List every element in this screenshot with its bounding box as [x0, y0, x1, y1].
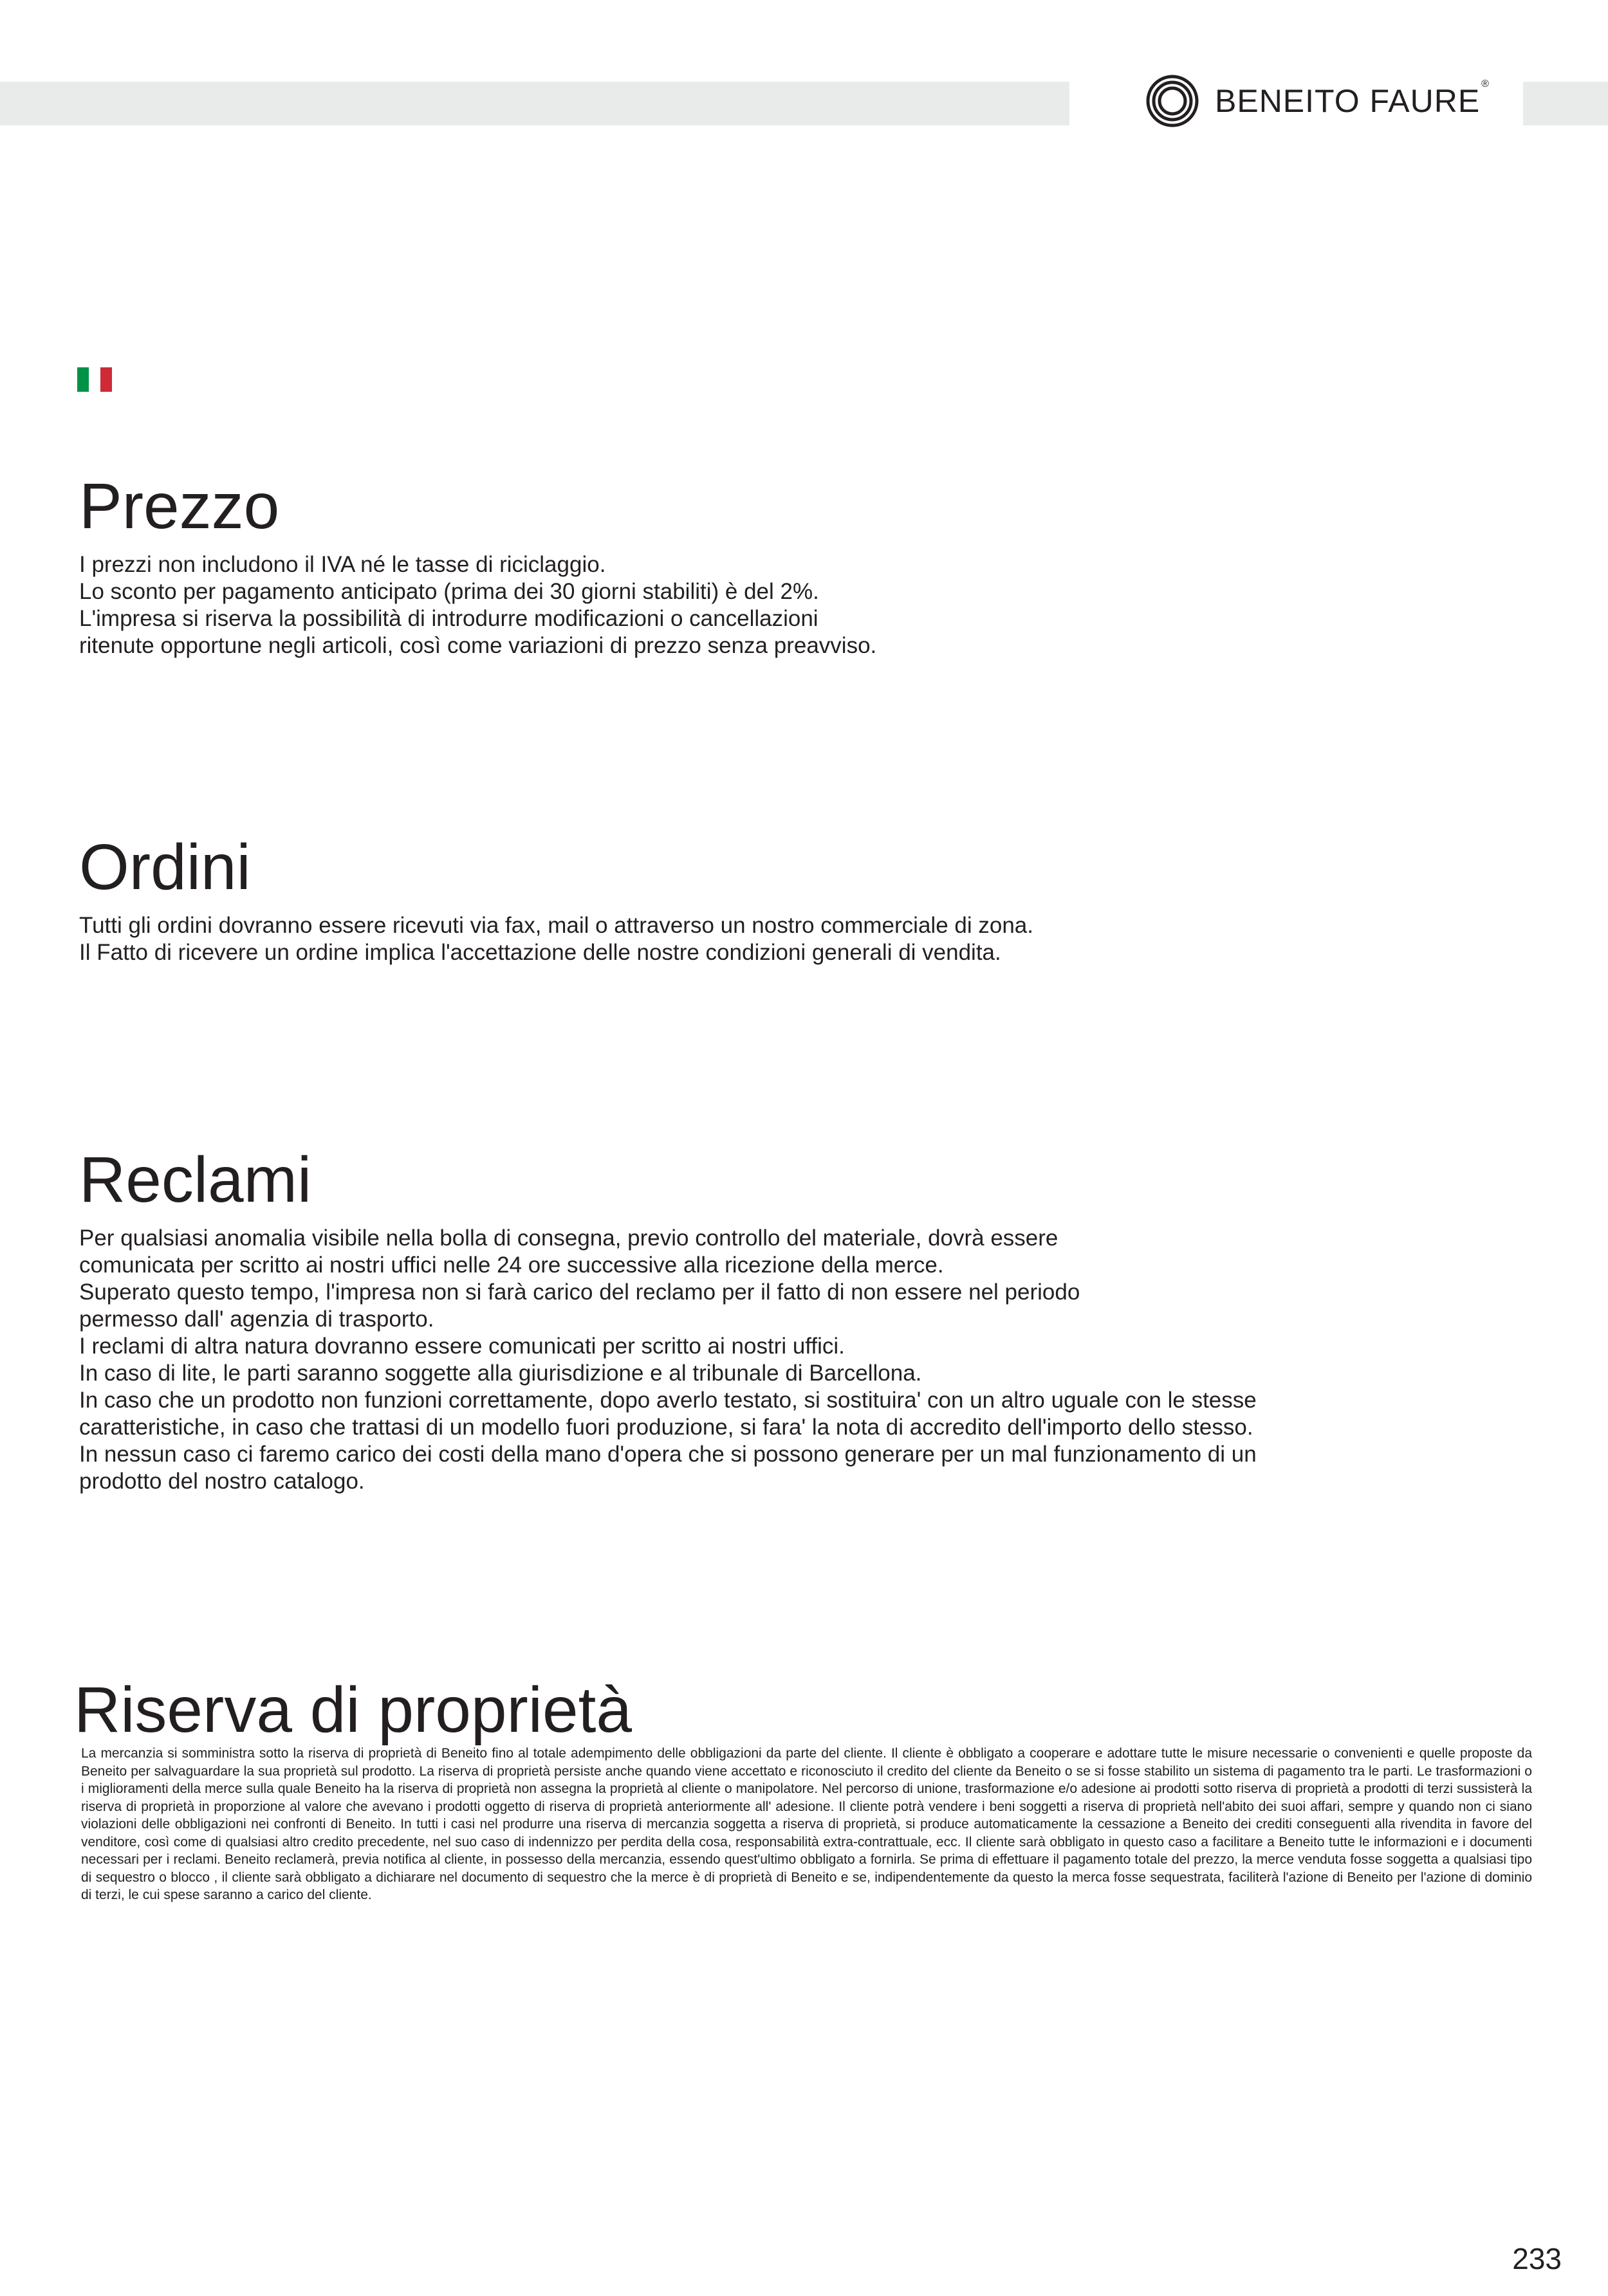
text-line: In caso che un prodotto non funzioni correttamente, dopo averlo testato, si sostituira' con un altro uguale con le stesse [79, 1388, 1257, 1413]
section-title-prezzo: Prezzo [79, 470, 280, 542]
text-line: ritenute opportune negli articoli, così come variazioni di prezzo senza preavviso. [79, 633, 877, 658]
section-body-prezzo [79, 551, 876, 659]
section-title-riserva: Riserva di proprietà [74, 1674, 633, 1746]
brand-logo [1145, 72, 1490, 130]
text-line: I reclami di altra natura dovranno essere comunicati per scritto ai nostri uffici. [79, 1334, 845, 1359]
text-line: I prezzi non includono il IVA né le tasse di riciclaggio. [79, 552, 606, 577]
text-line: In caso di lite, le parti saranno soggette alla giurisdizione e al tribunale di Barcellona. [79, 1361, 922, 1386]
text-line: prodotto del nostro catalogo. [79, 1469, 365, 1494]
italian-flag-icon [77, 367, 112, 392]
header-band-right [1523, 82, 1608, 125]
section-title-reclami: Reclami [79, 1144, 312, 1216]
text-line: In nessun caso ci faremo carico dei costi della mano d'opera che si possono generare per un mal funzionamento di un [79, 1442, 1257, 1467]
text-line: comunicata per scritto ai nostri uffici nelle 24 ore successive alla ricezione della merce. [79, 1253, 944, 1278]
section-body-reclami [79, 1225, 1257, 1495]
text-line: Il Fatto di ricevere un ordine implica l'accettazione delle nostre condizioni generali di vendita. [79, 940, 1001, 965]
flag-stripe-green [77, 367, 89, 392]
page-number: 233 [1512, 2242, 1562, 2275]
flag-stripe-red [100, 367, 112, 392]
text-line: caratteristiche, in caso che trattasi di un modello fuori produzione, si fara' la nota di accredito dell'importo dello stesso. [79, 1415, 1253, 1440]
header-band-left [0, 82, 1069, 125]
brand-name: BENEITO FAURE ® [1215, 78, 1490, 119]
section-prezzo [79, 470, 877, 659]
section-title-ordini: Ordini [79, 831, 251, 903]
text-line: permesso dall' agenzia di trasporto. [79, 1307, 434, 1332]
section-body-ordini [79, 912, 1033, 966]
section-body-riserva: La mercanzia si somministra sotto la riserva di proprietà di Beneito fino al totale adempimento delle obbligazioni da parte del cliente. Il cliente è obbligato a cooperare e adottare tutte le misure necessarie o convenienti e quelle proposte da Beneito per salvaguardare la sua proprietà sul prodotto. La riserva di proprietà persiste anche quando viene accettato e riconosciuto il credito del cliente da Beneito o se si fosse stabilito un sistema di pagamento tra le parti. Le trasformazioni o i miglioramenti della merce sulla quale Beneito ha la riserva di proprietà non assegna la proprietà al cliente o manipolatore. Nel percorso di unione, trasformazione e/o adesione ai prodotti sotto riserva di proprietà a prodotti di terzi sussisterà la riserva di proprietà in proporzione al valore che avevano i prodotti oggetto di riserva di proprietà anteriormente all' adesione. Il cliente potrà vendere i beni soggetti a riserva di proprietà nell'abito dei suoi affari, sempre y quando non ci siano violazioni delle obbligazioni nei confronti di Beneito. In tutti i casi nel produrre una riserva di mercanzia soggetta a riserva di proprietà, si produce automaticamente la cessazione a Beneito dei crediti conseguenti alla rivendita in favore del venditore, così come di qualsiasi altro credito precedente, nel suo caso di indennizzo per perdita della cosa, responsabilità extra-contrattuale, ecc. Il cliente sarà obbligato in questo caso a facilitare a Beneito tutte le informazioni e i documenti necessari per i reclami. Beneito reclamerà, previa notifica al cliente, in possesso della mercanzia, essendo quest'ultimo obbligato a fornirla. Se prima di effettuare il pagamento totale del prezzo, la merce venduta fosse soggetta a qualsiasi tipo di sequestro o blocco , il cliente sarà obbligato a dichiarare nel documento di sequestro che la merce è di proprietà di Beneito e se, indipendentemente da questo la merca fosse sequestrata, faciliterà l'azione di Beneito per l'azione di dominio di terzi, le cui spese saranno a carico del cliente. [81, 1746, 1532, 1902]
flag-stripe-white [89, 367, 100, 392]
text-line: Tutti gli ordini dovranno essere ricevuti via fax, mail o attraverso un nostro commerciale di zona. [79, 913, 1033, 938]
section-riserva [74, 1674, 633, 1746]
text-line: Lo sconto per pagamento anticipato (prima dei 30 giorni stabiliti) è del 2%. [79, 579, 819, 604]
text-line: L'impresa si riserva la possibilità di introdurre modificazioni o cancellazioni [79, 606, 818, 631]
text-line: Superato questo tempo, l'impresa non si farà carico del reclamo per il fatto di non essere nel periodo [79, 1280, 1080, 1305]
text-line: Per qualsiasi anomalia visibile nella bolla di consegna, previo controllo del materiale, dovrà essere [79, 1226, 1058, 1251]
registered-mark: ® [1481, 78, 1490, 89]
section-reclami [79, 1144, 1257, 1495]
section-ordini [79, 831, 1033, 966]
concentric-circles-logo-icon [1145, 74, 1199, 128]
